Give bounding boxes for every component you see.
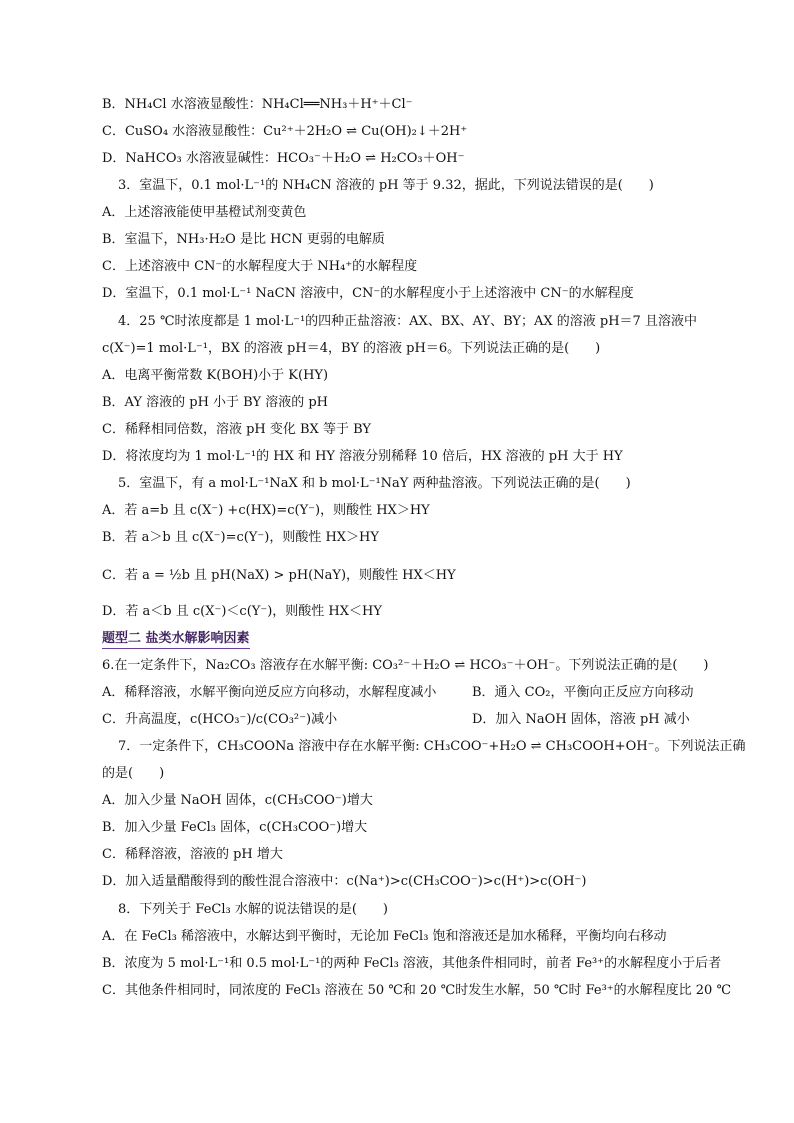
text-line: D．室温下，0.1 mol·L⁻¹ NaCN 溶液中，CN⁻的水解程度小于上述溶液中 CN⁻的水解程度 [102,286,634,301]
text-line: A．加入少量 NaOH 固体，c(CH₃COO⁻)增大 [102,793,373,808]
q6-option-d: D．加入 NaOH 固体，溶液 pH 减小 [472,712,690,727]
text-line: B．浓度为 5 mol·L⁻¹和 0.5 mol·L⁻¹的两种 FeCl₃ 溶液，其他条件相同时，前者 Fe³⁺的水解程度小于后者 [102,956,722,971]
text-line: 6.在一定条件下，Na₂CO₃ 溶液存在水解平衡: CO₃²⁻＋H₂O ⇌ HCO₃⁻＋OH⁻。下列说法正确的是( ) [102,658,709,673]
text-line: C．CuSO₄ 水溶液显酸性：Cu²⁺＋2H₂O ⇌ Cu(OH)₂↓＋2H⁺ [102,124,468,139]
text-line: A．在 FeCl₃ 稀溶液中，水解达到平衡时，无论加 FeCl₃ 饱和溶液还是加水稀释，平衡均向右移动 [102,929,667,944]
q6-option-b: B．通入 CO₂，平衡向正反应方向移动 [472,685,694,700]
text-line: B．室温下，NH₃·H₂O 是比 HCN 更弱的电解质 [102,232,385,247]
text-line: B．AY 溶液的 pH 小于 BY 溶液的 pH [102,395,329,410]
text-line: 8．下列关于 FeCl₃ 水解的说法错误的是( ) [118,902,388,917]
text-line: C．其他条件相同时，同浓度的 FeCl₃ 溶液在 50 ℃和 20 ℃时发生水解，50 ℃时 Fe³⁺的水解程度比 20 ℃ [102,983,732,998]
text-line: c(X⁻)=1 mol·L⁻¹，BX 的溶液 pH＝4，BY 的溶液 pH＝6。下列说法正确的是( ) [102,341,601,356]
text-line: B．NH₄Cl 水溶液显酸性：NH₄Cl══NH₃＋H⁺＋Cl⁻ [102,97,413,112]
text-line: C．上述溶液中 CN⁻的水解程度大于 NH₄⁺的水解程度 [102,259,418,274]
text-line: D．若 a＜b 且 c(X⁻)＜c(Y⁻)，则酸性 HX＜HY [102,604,382,619]
q6-option-c: C．升高温度，c(HCO₃⁻)/c(CO₃²⁻)减小 [102,712,338,727]
text-line: 3．室温下，0.1 mol·L⁻¹的 NH₄CN 溶液的 pH 等于 9.32，据此，下列说法错误的是( ) [118,178,654,193]
text-line: B．若 a＞b 且 c(X⁻)=c(Y⁻)，则酸性 HX＞HY [102,530,379,545]
text-line: C．稀释相同倍数，溶液 pH 变化 BX 等于 BY [102,422,371,437]
q6-options-row-1 [0,685,794,701]
text-line: 4．25 ℃时浓度都是 1 mol·L⁻¹的四种正盐溶液：AX、BX、AY、BY；AX 的溶液 pH＝7 且溶液中 [118,314,697,329]
text-line: 5．室温下，有 a mol·L⁻¹NaX 和 b mol·L⁻¹NaY 两种盐溶液。下列说法正确的是( ) [118,476,631,491]
text-line: A．若 a=b 且 c(X⁻) +c(HX)=c(Y⁻)，则酸性 HX＞HY [102,503,430,518]
q6-options-row-2 [0,712,794,728]
text-line: 7．一定条件下，CH₃COONa 溶液中存在水解平衡: CH₃COO⁻+H₂O ⇌ CH₃COOH+OH⁻。下列说法正确 [118,739,746,754]
text-line: A．上述溶液能使甲基橙试剂变黄色 [102,205,307,220]
section-heading-type-two: 题型二 盐类水解影响因素 [102,631,250,649]
text-line: C．若 a = ½b 且 pH(NaX) > pH(NaY)，则酸性 HX＜HY [102,568,456,583]
text-line: 的是( ) [102,766,165,781]
text-line: D．将浓度均为 1 mol·L⁻¹的 HX 和 HY 溶液分别稀释 10 倍后，HX 溶液的 pH 大于 HY [102,449,623,464]
q6-option-a: A．稀释溶液，水解平衡向逆反应方向移动，水解程度减小 [102,685,437,700]
text-line: B．加入少量 FeCl₃ 固体，c(CH₃COO⁻)增大 [102,820,368,835]
text-line: D．加入适量醋酸得到的酸性混合溶液中：c(Na⁺)>c(CH₃COO⁻)>c(H⁺)>c(OH⁻) [102,874,587,889]
text-line: C．稀释溶液，溶液的 pH 增大 [102,847,283,862]
text-line: D．NaHCO₃ 水溶液显碱性：HCO₃⁻＋H₂O ⇌ H₂CO₃＋OH⁻ [102,151,465,166]
text-line: A．电离平衡常数 K(BOH)小于 K(HY) [102,368,329,383]
